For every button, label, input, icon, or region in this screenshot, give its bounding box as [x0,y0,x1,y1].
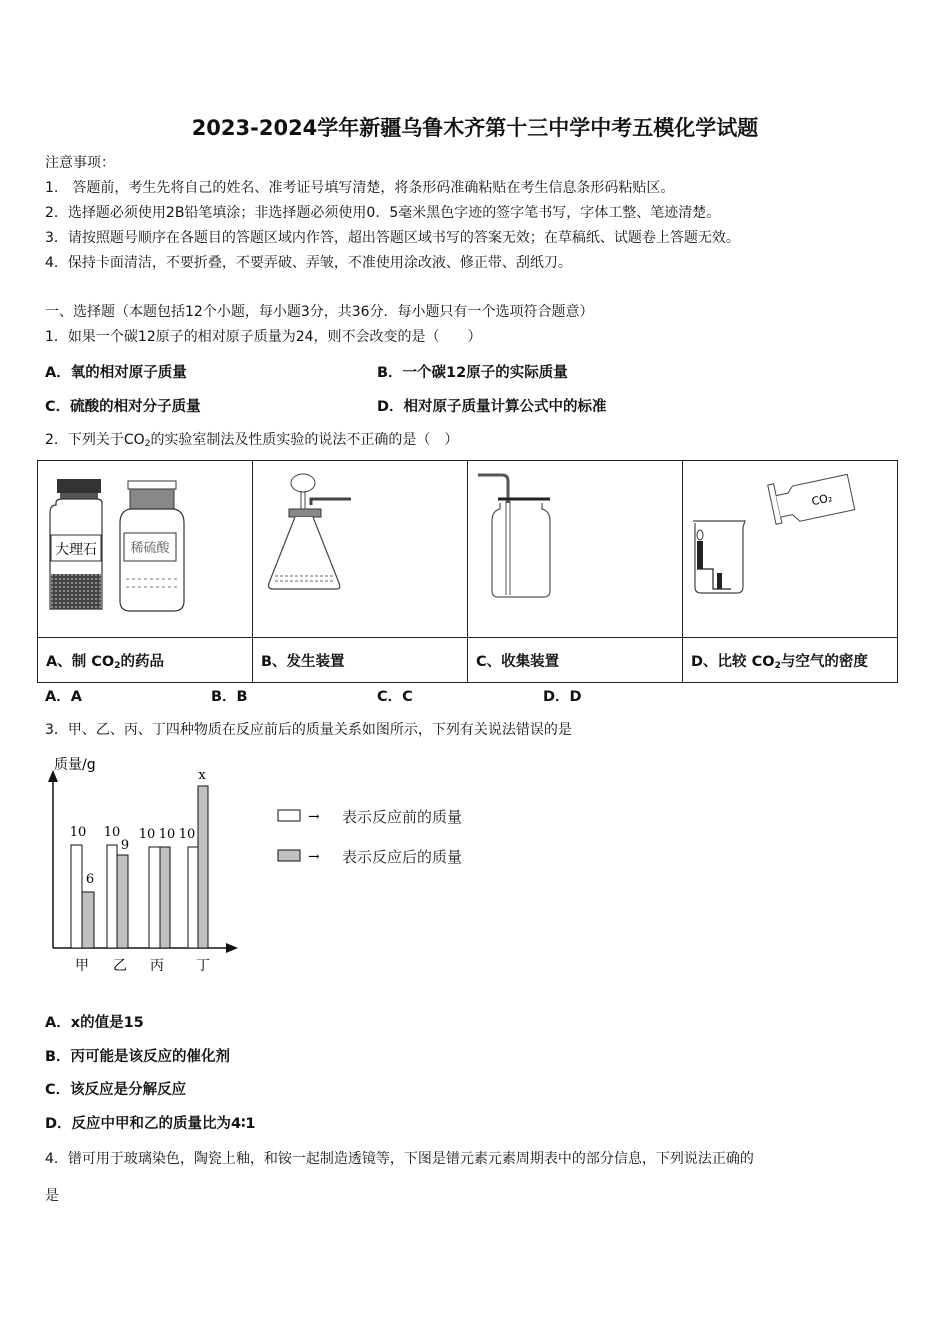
q2-cell-c-image [468,461,683,638]
q2-figure-table [37,460,898,683]
category-ding: 丁 [196,958,210,974]
caption-a-pre: A、制 CO [46,653,115,670]
page-title: 2023-2024学年新疆乌鲁木齐第十三中学中考五模化学试题 [191,116,759,140]
label-jia-after: 6 [85,872,95,887]
q3-option-d[interactable]: D．反应中甲和乙的质量比为4∶1 [45,1116,256,1132]
q3-bar-chart [40,752,520,982]
bar-bing-before [149,847,160,948]
category-yi: 乙 [113,958,127,974]
notice-item-4: 4．保持卡面清洁，不要折叠，不要弄破、弄皱，不准使用涂改液、修正带、刮纸刀。 [45,255,572,271]
bar-jia-after [82,892,94,948]
q1-option-c[interactable]: C．硫酸的相对分子质量 [45,399,201,415]
legend-swatch-after [278,850,300,861]
label-yi-before: 10 [103,825,121,840]
bar-jia-before [71,845,82,948]
caption-d-post: 与空气的密度 [780,653,868,670]
bottle-label-acid: 稀硫酸 [130,541,170,556]
q2-caption-b: B、发生装置 [253,638,468,683]
notice-item-1: 1. 答题前，考生先将自己的姓名、准考证号填写清楚，将条形码准确粘贴在考生信息条形码粘贴区。 [45,180,675,196]
q2-cell-b-image [253,461,468,638]
label-ding-before: 10 [178,827,196,842]
gas-generator-illustration [253,461,467,633]
q4-stem-line2: 是 [45,1188,59,1204]
q2-stem-sub: 2 [144,439,151,449]
legend-arrow-icon: → [308,809,320,825]
q2-cell-d-image [683,461,898,638]
x-axis-arrow-icon [226,943,238,953]
label-jia-before: 10 [69,825,87,840]
caption-d-sub: 2 [774,660,781,671]
bottle-label-marble: 大理石 [55,542,97,558]
gas-collection-illustration [468,461,682,633]
co2-bottle-label: CO₂ [810,491,834,509]
q2-option-a[interactable]: A．A [45,689,82,705]
q4-stem-line1: 4．镨可用于玻璃染色，陶瓷上釉，和铵一起制造透镜等，下图是镨元素元素周期表中的部分信息，下列说法正确的 [45,1151,754,1167]
q1-option-b[interactable]: B．一个碳12原子的实际质量 [377,365,568,381]
q2-caption-c: C、收集装置 [468,638,683,683]
caption-a-post: 的药品 [120,653,165,670]
legend-label-before: 表示反应前的质量 [342,808,463,826]
bar-ding-after [198,786,208,948]
label-ding-after: x [198,768,206,783]
q1-stem: 1．如果一个碳12原子的相对原子质量为24，则不会改变的是（ ） [45,329,482,345]
q2-caption-a [38,638,253,683]
bar-yi-after [117,855,128,948]
legend-arrow-icon: → [308,849,320,865]
y-axis-label: 质量/g [54,757,96,773]
q2-stem-pre: 2．下列关于CO [45,432,145,448]
section-heading: 一、选择题（本题包括12个小题，每小题3分，共36分．每小题只有一个选项符合题意） [45,304,594,320]
q3-stem: 3．甲、乙、丙、丁四种物质在反应前后的质量关系如图所示，下列有关说法错误的是 [45,722,572,738]
q3-option-c[interactable]: C．该反应是分解反应 [45,1082,187,1098]
q3-option-b[interactable]: B．丙可能是该反应的催化剂 [45,1049,231,1065]
notice-heading: 注意事项： [45,155,115,171]
q1-option-a[interactable]: A．氧的相对原子质量 [45,365,187,381]
q3-option-a[interactable]: A．x的值是15 [45,1015,144,1031]
chart-legend [278,808,462,866]
reagent-bottles-illustration [38,461,252,633]
q2-cell-a-image [38,461,253,638]
q2-stem-post: 的实验室制法及性质实验的说法不正确的是（ ） [150,432,459,448]
bar-ding-before [188,847,198,948]
bar-bing-after [160,847,170,948]
notice-item-3: 3．请按照题号顺序在各题目的答题区域内作答，超出答题区域书写的答案无效；在草稿纸、试题卷上答题无效。 [45,230,740,246]
category-jia: 甲 [75,958,89,974]
q2-stem [45,429,458,449]
q2-option-b[interactable]: B．B [211,689,248,705]
q2-option-c[interactable]: C．C [377,689,413,705]
caption-a-sub: 2 [114,660,121,671]
legend-label-after: 表示反应后的质量 [342,848,463,866]
label-bing-after: 10 [158,827,176,842]
category-bing: 丙 [150,958,164,974]
q2-caption-d [683,638,898,683]
co2-density-illustration [683,461,897,633]
label-bing-before: 10 [138,827,156,842]
caption-d-pre: D、比较 CO [691,653,775,670]
bottle-cap [57,479,101,493]
bar-yi-before [107,845,117,948]
legend-swatch-before [278,810,300,821]
label-yi-after: 9 [120,838,130,853]
q1-option-d[interactable]: D．相对原子质量计算公式中的标准 [377,399,607,415]
bar-chart-svg [40,752,520,982]
notice-item-2: 2．选择题必须使用2B铅笔填涂；非选择题必须使用0．5毫米黑色字迹的签字笔书写，字体工整、笔迹清楚。 [45,205,721,221]
q2-option-d[interactable]: D．D [543,689,582,705]
